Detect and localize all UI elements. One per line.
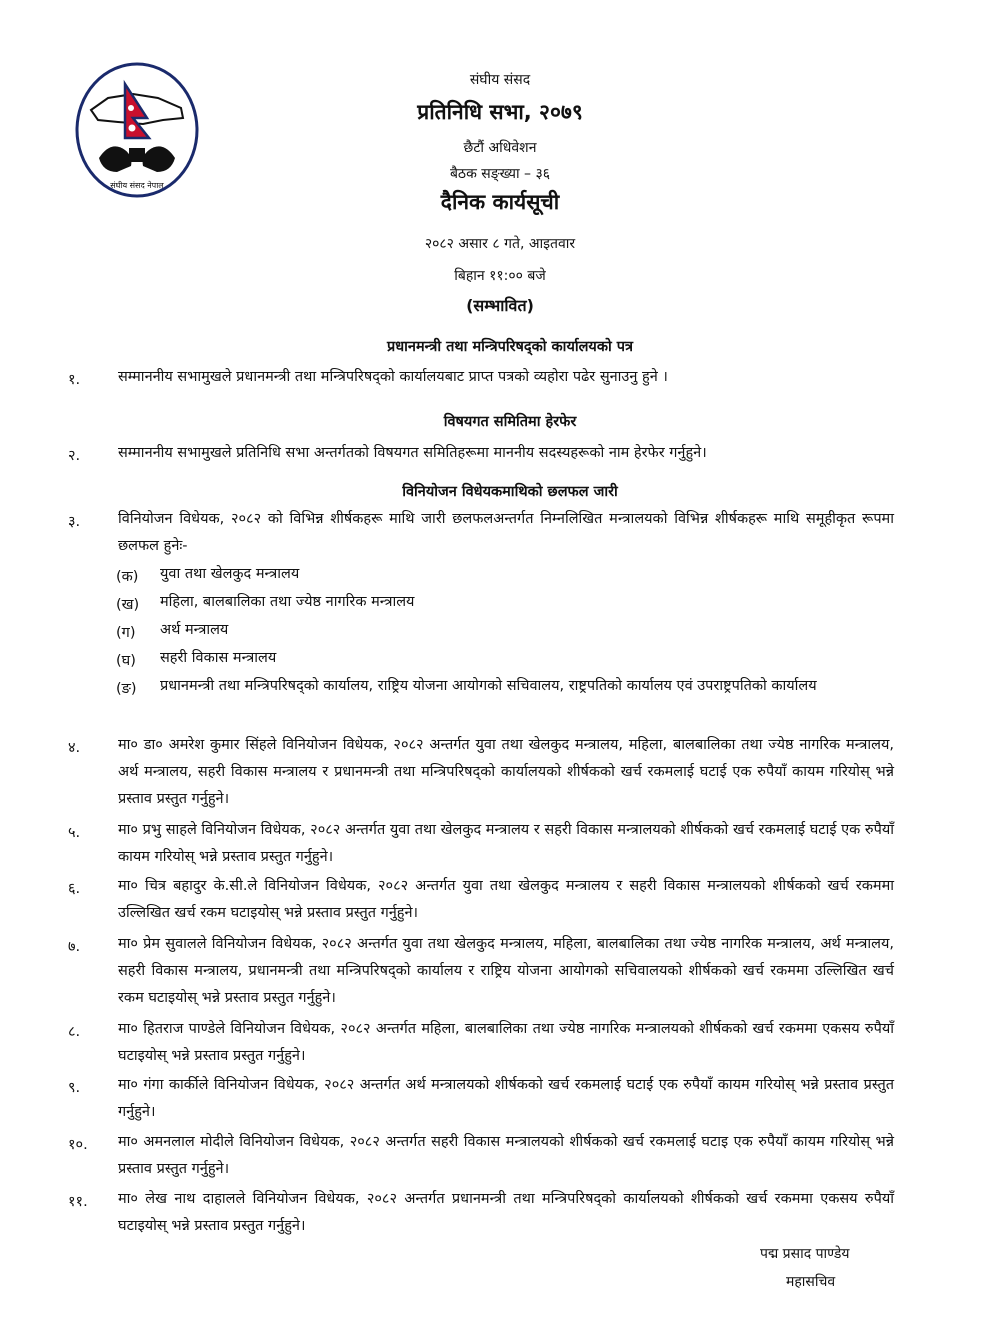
emblem-text: संघीय संसद नेपाल [110, 181, 164, 190]
section-heading-committee: विषयगत समितिमा हेरफेर [443, 414, 577, 430]
subitem-label: (घ) [116, 653, 136, 669]
subitem-label: (ख) [116, 597, 140, 613]
item-number: ११. [68, 1194, 88, 1210]
agenda-item-1: सम्माननीय सभामुखले प्रधानमन्त्री तथा मन्त्रिपरिषद्को कार्यालयबाट प्राप्त पत्रको व्यहोरा पढेर सुनाउनु हुने । [118, 369, 668, 385]
agenda-title: दैनिक कार्यसूची [440, 190, 560, 214]
parliament-emblem-logo [73, 60, 201, 200]
agenda-item-3: विनियोजन विधेयक, २०८२ को विभिन्न शीर्षकहरू माथि जारी छलफलअन्तर्गत निम्नलिखित मन्त्रालयको विभिन्न शीर्षकहरू माथि समूहीकृत रूपमा छलफल हुनेः- [118, 511, 894, 554]
subitem-label: (ग) [116, 625, 136, 641]
agenda-date: २०८२ असार ८ गते, आइतवार [424, 236, 576, 252]
agenda-item-4: मा० डा० अमरेश कुमार सिंहले विनियोजन विधेयक, २०८२ अन्तर्गत युवा तथा खेलकुद मन्त्रालय, महिला, बालबालिका तथा ज्येष्ठ नागरिक मन्त्रालय, अर्थ मन्त्रालय, सहरी विकास मन्त्रालय र प्रधानमन्त्री तथा मन्त्रिपरिषद्को कार्यालयको शीर्षकको खर्च रकमलाई घटाई एक रुपैयाँ कायम गरियोस् भन्ने प्रस्ताव प्रस्तुत गर्नुहुने। [118, 737, 894, 807]
session-label: छैटौं अधिवेशन [463, 140, 537, 156]
house-title: प्रतिनिधि सभा, २०७९ [417, 100, 583, 124]
item-number: २. [68, 448, 81, 464]
subitem-label: (क) [116, 569, 139, 585]
item-number: ५. [68, 825, 81, 841]
agenda-item-10: मा० अमनलाल मोदीले विनियोजन विधेयक, २०८२ अन्तर्गत सहरी विकास मन्त्रालयको शीर्षकको खर्च रकमलाई घटाइ एक रुपैयाँ कायम गरियोस् भन्ने प्रस्ताव प्रस्तुत गर्नुहुने। [118, 1134, 894, 1177]
parliament-name: संघीय संसद [469, 72, 531, 88]
agenda-item-11: मा० लेख नाथ दाहालले विनियोजन विधेयक, २०८२ अन्तर्गत प्रधानमन्त्री तथा मन्त्रिपरिषद्को कार्यालयको शीर्षकको खर्च रकममा एकसय रुपैयाँ घटाइयोस् भन्ने प्रस्ताव प्रस्तुत गर्नुहुने। [118, 1191, 894, 1234]
agenda-item-9: मा० गंगा कार्कीले विनियोजन विधेयक, २०८२ अन्तर्गत अर्थ मन्त्रालयको शीर्षकको खर्च रकमलाई घटाई एक रुपैयाँ कायम गरियोस् भन्ने प्रस्ताव प्रस्तुत गर्नुहुने। [118, 1077, 894, 1120]
agenda-item-2: सम्माननीय सभामुखले प्रतिनिधि सभा अन्तर्गतको विषयगत समितिहरूमा माननीय सदस्यहरूको नाम हेरफेर गर्नुहुने। [118, 445, 707, 461]
meeting-number: बैठक सङ्ख्या – ३६ [449, 166, 551, 182]
item-number: ८. [68, 1024, 81, 1040]
agenda-item-5: मा० प्रभु साहले विनियोजन विधेयक, २०८२ अन्तर्गत युवा तथा खेलकुद मन्त्रालय र सहरी विकास मन्त्रालयको शीर्षकको खर्च रकमलाई घटाई एक रुपैयाँ कायम गरियोस् भन्ने प्रस्ताव प्रस्तुत गर्नुहुने। [118, 822, 894, 865]
subitem-text: युवा तथा खेलकुद मन्त्रालय [160, 566, 300, 582]
agenda-item-8: मा० हितराज पाण्डेले विनियोजन विधेयक, २०८२ अन्तर्गत महिला, बालबालिका तथा ज्येष्ठ नागरिक मन्त्रालयको शीर्षकको खर्च रकममा एकसय रुपैयाँ घटाइयोस् भन्ने प्रस्ताव प्रस्तुत गर्नुहुने। [118, 1021, 894, 1064]
subitem-text: प्रधानमन्त्री तथा मन्त्रिपरिषद्को कार्यालय, राष्ट्रिय योजना आयोगको सचिवालय, राष्ट्रपतिको कार्यालय एवं उपराष्ट्रपतिको कार्यालय [160, 678, 817, 694]
tentative-label: (सम्भावित) [466, 296, 534, 315]
item-number: ६. [68, 881, 81, 897]
subitem-text: सहरी विकास मन्त्रालय [160, 650, 277, 666]
subitem-label: (ङ) [116, 681, 137, 697]
item-number: १०. [68, 1137, 88, 1153]
item-number: १. [68, 372, 81, 388]
signatory-title: महासचिव [786, 1274, 836, 1290]
agenda-time: बिहान ११:०० बजे [454, 268, 546, 284]
subitem-text: अर्थ मन्त्रालय [160, 622, 229, 638]
section-heading-appropriation: विनियोजन विधेयकमाथिको छलफल जारी [402, 484, 618, 500]
signatory-name: पद्म प्रसाद पाण्डेय [760, 1246, 850, 1262]
item-number: ४. [68, 740, 81, 756]
agenda-item-6: मा० चित्र बहादुर के.सी.ले विनियोजन विधेयक, २०८२ अन्तर्गत युवा तथा खेलकुद मन्त्रालय र सहरी विकास मन्त्रालयको शीर्षकको खर्च रकममा उल्लिखित खर्च रकम घटाइयोस् भन्ने प्रस्ताव प्रस्तुत गर्नुहुने। [118, 878, 894, 921]
subitem-text: महिला, बालबालिका तथा ज्येष्ठ नागरिक मन्त्रालय [160, 594, 415, 610]
section-heading-pm-letter: प्रधानमन्त्री तथा मन्त्रिपरिषद्को कार्यालयको पत्र [386, 339, 634, 355]
item-number: ३. [68, 514, 81, 530]
item-number: ९. [68, 1080, 81, 1096]
item-number: ७. [68, 939, 81, 955]
agenda-item-7: मा० प्रेम सुवालले विनियोजन विधेयक, २०८२ अन्तर्गत युवा तथा खेलकुद मन्त्रालय, महिला, बालबालिका तथा ज्येष्ठ नागरिक मन्त्रालय, अर्थ मन्त्रालय, सहरी विकास मन्त्रालय, प्रधानमन्त्री तथा मन्त्रिपरिषद्को कार्यालय र राष्ट्रिय योजना आयोगको सचिवालयको शीर्षकको खर्च रकममा उल्लिखित खर्च रकम घटाइयोस् भन्ने प्रस्ताव प्रस्तुत गर्नुहुने। [118, 936, 894, 1006]
